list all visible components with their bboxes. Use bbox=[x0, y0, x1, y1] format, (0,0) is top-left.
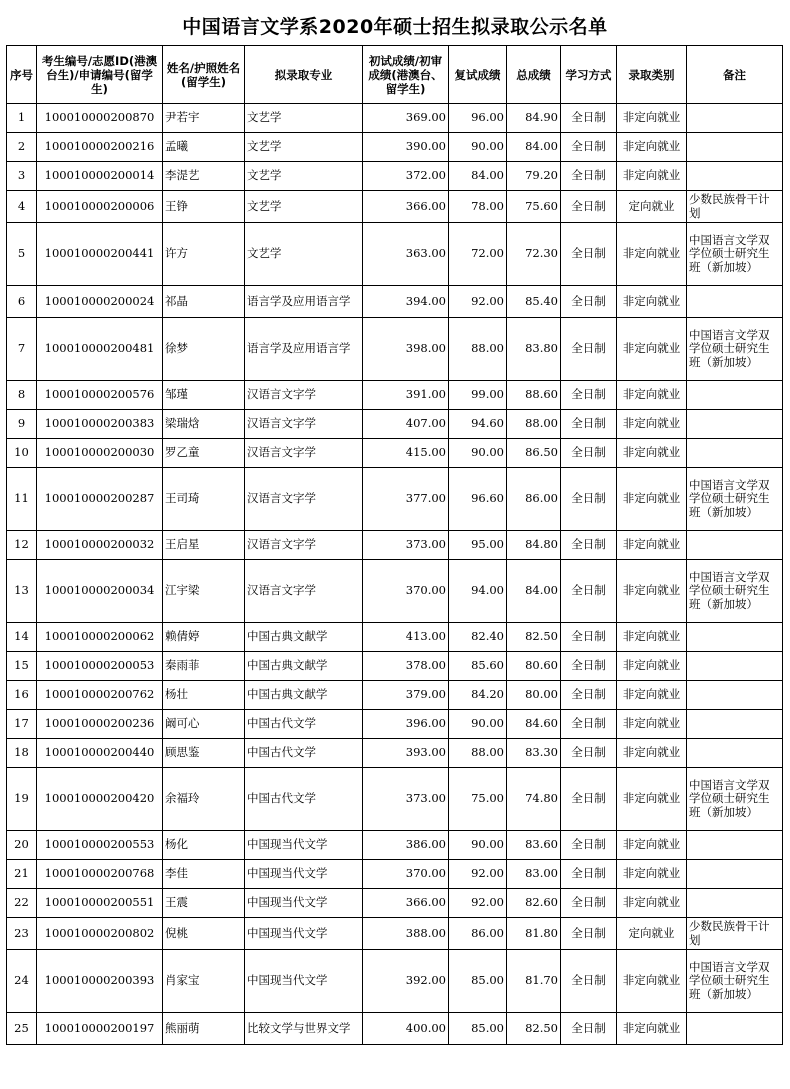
total-score: 85.40 bbox=[507, 286, 561, 318]
row-number: 24 bbox=[7, 950, 37, 1013]
study-mode: 全日制 bbox=[561, 410, 617, 439]
admission-category: 非定向就业 bbox=[617, 104, 687, 133]
candidate-id: 100010000200034 bbox=[37, 560, 163, 623]
row-number: 23 bbox=[7, 918, 37, 950]
admission-category: 非定向就业 bbox=[617, 223, 687, 286]
table-row bbox=[7, 623, 783, 652]
admission-category: 定向就业 bbox=[617, 191, 687, 223]
study-mode: 全日制 bbox=[561, 681, 617, 710]
total-score: 75.60 bbox=[507, 191, 561, 223]
candidate-name: 祁晶 bbox=[163, 286, 245, 318]
prelim-score: 398.00 bbox=[363, 318, 449, 381]
admission-category: 非定向就业 bbox=[617, 410, 687, 439]
table-row bbox=[7, 162, 783, 191]
study-mode: 全日制 bbox=[561, 286, 617, 318]
prelim-score: 370.00 bbox=[363, 860, 449, 889]
candidate-id: 100010000200481 bbox=[37, 318, 163, 381]
candidate-name: 余福玲 bbox=[163, 768, 245, 831]
row-number: 9 bbox=[7, 410, 37, 439]
admission-category: 定向就业 bbox=[617, 918, 687, 950]
study-mode: 全日制 bbox=[561, 531, 617, 560]
prelim-score: 366.00 bbox=[363, 889, 449, 918]
remark bbox=[687, 162, 783, 191]
candidate-name: 孟曦 bbox=[163, 133, 245, 162]
remark bbox=[687, 531, 783, 560]
row-number: 11 bbox=[7, 468, 37, 531]
header-candidate-id: 考生编号/志愿ID(港澳台生)/申请编号(留学生) bbox=[37, 46, 163, 104]
admitted-major: 中国现当代文学 bbox=[245, 831, 363, 860]
total-score: 84.00 bbox=[507, 560, 561, 623]
candidate-name: 王启星 bbox=[163, 531, 245, 560]
table-row bbox=[7, 739, 783, 768]
retest-score: 90.00 bbox=[449, 133, 507, 162]
remark: 中国语言文学双学位硕士研究生班（新加坡） bbox=[687, 768, 783, 831]
prelim-score: 386.00 bbox=[363, 831, 449, 860]
candidate-name: 熊丽萌 bbox=[163, 1013, 245, 1045]
admitted-major: 文艺学 bbox=[245, 191, 363, 223]
row-number: 10 bbox=[7, 439, 37, 468]
table-row bbox=[7, 439, 783, 468]
study-mode: 全日制 bbox=[561, 1013, 617, 1045]
table-row bbox=[7, 410, 783, 439]
retest-score: 84.00 bbox=[449, 162, 507, 191]
candidate-name: 杨壮 bbox=[163, 681, 245, 710]
table-row bbox=[7, 1013, 783, 1045]
remark bbox=[687, 410, 783, 439]
header-category: 录取类别 bbox=[617, 46, 687, 104]
candidate-id: 100010000200762 bbox=[37, 681, 163, 710]
total-score: 83.00 bbox=[507, 860, 561, 889]
remark bbox=[687, 739, 783, 768]
row-number: 8 bbox=[7, 381, 37, 410]
study-mode: 全日制 bbox=[561, 768, 617, 831]
candidate-id: 100010000200420 bbox=[37, 768, 163, 831]
admitted-major: 中国古代文学 bbox=[245, 768, 363, 831]
retest-score: 72.00 bbox=[449, 223, 507, 286]
total-score: 82.50 bbox=[507, 1013, 561, 1045]
remark bbox=[687, 381, 783, 410]
candidate-id: 100010000200440 bbox=[37, 739, 163, 768]
retest-score: 78.00 bbox=[449, 191, 507, 223]
prelim-score: 379.00 bbox=[363, 681, 449, 710]
row-number: 18 bbox=[7, 739, 37, 768]
total-score: 84.80 bbox=[507, 531, 561, 560]
row-number: 3 bbox=[7, 162, 37, 191]
admission-category: 非定向就业 bbox=[617, 1013, 687, 1045]
table-row bbox=[7, 681, 783, 710]
candidate-id: 100010000200030 bbox=[37, 439, 163, 468]
row-number: 12 bbox=[7, 531, 37, 560]
retest-score: 96.00 bbox=[449, 104, 507, 133]
prelim-score: 366.00 bbox=[363, 191, 449, 223]
candidate-id: 100010000200393 bbox=[37, 950, 163, 1013]
prelim-score: 390.00 bbox=[363, 133, 449, 162]
retest-score: 92.00 bbox=[449, 860, 507, 889]
candidate-name: 阚可心 bbox=[163, 710, 245, 739]
remark bbox=[687, 831, 783, 860]
header-retest-score: 复试成绩 bbox=[449, 46, 507, 104]
study-mode: 全日制 bbox=[561, 468, 617, 531]
remark: 中国语言文学双学位硕士研究生班（新加坡） bbox=[687, 950, 783, 1013]
header-no: 序号 bbox=[7, 46, 37, 104]
admission-category: 非定向就业 bbox=[617, 739, 687, 768]
admitted-major: 文艺学 bbox=[245, 162, 363, 191]
admission-category: 非定向就业 bbox=[617, 623, 687, 652]
study-mode: 全日制 bbox=[561, 623, 617, 652]
admitted-major: 语言学及应用语言学 bbox=[245, 286, 363, 318]
row-number: 4 bbox=[7, 191, 37, 223]
admitted-major: 中国现当代文学 bbox=[245, 918, 363, 950]
admitted-major: 汉语言文字学 bbox=[245, 560, 363, 623]
row-number: 6 bbox=[7, 286, 37, 318]
candidate-id: 100010000200197 bbox=[37, 1013, 163, 1045]
candidate-id: 100010000200802 bbox=[37, 918, 163, 950]
study-mode: 全日制 bbox=[561, 831, 617, 860]
admission-category: 非定向就业 bbox=[617, 681, 687, 710]
row-number: 19 bbox=[7, 768, 37, 831]
header-total-score: 总成绩 bbox=[507, 46, 561, 104]
study-mode: 全日制 bbox=[561, 739, 617, 768]
prelim-score: 391.00 bbox=[363, 381, 449, 410]
candidate-id: 100010000200383 bbox=[37, 410, 163, 439]
total-score: 83.30 bbox=[507, 739, 561, 768]
total-score: 84.60 bbox=[507, 710, 561, 739]
remark: 中国语言文学双学位硕士研究生班（新加坡） bbox=[687, 318, 783, 381]
prelim-score: 392.00 bbox=[363, 950, 449, 1013]
retest-score: 85.60 bbox=[449, 652, 507, 681]
admission-table bbox=[6, 45, 783, 1045]
prelim-score: 370.00 bbox=[363, 560, 449, 623]
prelim-score: 394.00 bbox=[363, 286, 449, 318]
candidate-name: 秦雨菲 bbox=[163, 652, 245, 681]
row-number: 16 bbox=[7, 681, 37, 710]
admitted-major: 中国古代文学 bbox=[245, 710, 363, 739]
prelim-score: 373.00 bbox=[363, 768, 449, 831]
prelim-score: 369.00 bbox=[363, 104, 449, 133]
table-row bbox=[7, 710, 783, 739]
prelim-score: 388.00 bbox=[363, 918, 449, 950]
admitted-major: 汉语言文字学 bbox=[245, 531, 363, 560]
candidate-id: 100010000200576 bbox=[37, 381, 163, 410]
retest-score: 95.00 bbox=[449, 531, 507, 560]
total-score: 80.60 bbox=[507, 652, 561, 681]
prelim-score: 400.00 bbox=[363, 1013, 449, 1045]
row-number: 14 bbox=[7, 623, 37, 652]
table-row bbox=[7, 652, 783, 681]
candidate-name: 徐梦 bbox=[163, 318, 245, 381]
total-score: 88.00 bbox=[507, 410, 561, 439]
retest-score: 85.00 bbox=[449, 950, 507, 1013]
study-mode: 全日制 bbox=[561, 560, 617, 623]
retest-score: 86.00 bbox=[449, 918, 507, 950]
retest-score: 90.00 bbox=[449, 831, 507, 860]
admission-category: 非定向就业 bbox=[617, 439, 687, 468]
admission-category: 非定向就业 bbox=[617, 318, 687, 381]
header-major: 拟录取专业 bbox=[245, 46, 363, 104]
candidate-id: 100010000200870 bbox=[37, 104, 163, 133]
retest-score: 88.00 bbox=[449, 318, 507, 381]
row-number: 21 bbox=[7, 860, 37, 889]
candidate-name: 梁瑞焓 bbox=[163, 410, 245, 439]
admission-category: 非定向就业 bbox=[617, 860, 687, 889]
study-mode: 全日制 bbox=[561, 223, 617, 286]
total-score: 84.90 bbox=[507, 104, 561, 133]
total-score: 83.80 bbox=[507, 318, 561, 381]
admitted-major: 汉语言文字学 bbox=[245, 410, 363, 439]
study-mode: 全日制 bbox=[561, 710, 617, 739]
remark bbox=[687, 104, 783, 133]
prelim-score: 363.00 bbox=[363, 223, 449, 286]
total-score: 86.50 bbox=[507, 439, 561, 468]
admission-category: 非定向就业 bbox=[617, 531, 687, 560]
candidate-name: 李湜艺 bbox=[163, 162, 245, 191]
total-score: 86.00 bbox=[507, 468, 561, 531]
admission-category: 非定向就业 bbox=[617, 468, 687, 531]
row-number: 13 bbox=[7, 560, 37, 623]
table-row bbox=[7, 286, 783, 318]
prelim-score: 377.00 bbox=[363, 468, 449, 531]
prelim-score: 393.00 bbox=[363, 739, 449, 768]
header-prelim-score: 初试成绩/初审成绩(港澳台、留学生) bbox=[363, 46, 449, 104]
remark bbox=[687, 439, 783, 468]
candidate-id: 100010000200551 bbox=[37, 889, 163, 918]
total-score: 80.00 bbox=[507, 681, 561, 710]
retest-score: 96.60 bbox=[449, 468, 507, 531]
remark bbox=[687, 860, 783, 889]
remark bbox=[687, 681, 783, 710]
prelim-score: 372.00 bbox=[363, 162, 449, 191]
table-header-row bbox=[7, 46, 783, 104]
candidate-name: 赖倩婷 bbox=[163, 623, 245, 652]
admission-category: 非定向就业 bbox=[617, 889, 687, 918]
admitted-major: 中国现当代文学 bbox=[245, 950, 363, 1013]
remark: 中国语言文学双学位硕士研究生班（新加坡） bbox=[687, 560, 783, 623]
admitted-major: 汉语言文字学 bbox=[245, 381, 363, 410]
row-number: 25 bbox=[7, 1013, 37, 1045]
table-row bbox=[7, 918, 783, 950]
admitted-major: 中国古代文学 bbox=[245, 739, 363, 768]
remark bbox=[687, 1013, 783, 1045]
candidate-id: 100010000200024 bbox=[37, 286, 163, 318]
candidate-id: 100010000200006 bbox=[37, 191, 163, 223]
table-row bbox=[7, 889, 783, 918]
candidate-name: 许方 bbox=[163, 223, 245, 286]
retest-score: 90.00 bbox=[449, 710, 507, 739]
remark: 中国语言文学双学位硕士研究生班（新加坡） bbox=[687, 468, 783, 531]
study-mode: 全日制 bbox=[561, 652, 617, 681]
total-score: 74.80 bbox=[507, 768, 561, 831]
prelim-score: 415.00 bbox=[363, 439, 449, 468]
admission-category: 非定向就业 bbox=[617, 133, 687, 162]
table-row bbox=[7, 831, 783, 860]
candidate-id: 100010000200287 bbox=[37, 468, 163, 531]
total-score: 72.30 bbox=[507, 223, 561, 286]
table-body bbox=[7, 104, 783, 1045]
admission-category: 非定向就业 bbox=[617, 162, 687, 191]
header-name: 姓名/护照姓名(留学生) bbox=[163, 46, 245, 104]
study-mode: 全日制 bbox=[561, 318, 617, 381]
admitted-major: 文艺学 bbox=[245, 104, 363, 133]
table-row bbox=[7, 318, 783, 381]
remark: 少数民族骨干计划 bbox=[687, 191, 783, 223]
remark: 少数民族骨干计划 bbox=[687, 918, 783, 950]
retest-score: 85.00 bbox=[449, 1013, 507, 1045]
retest-score: 88.00 bbox=[449, 739, 507, 768]
admission-category: 非定向就业 bbox=[617, 768, 687, 831]
table-row bbox=[7, 531, 783, 560]
total-score: 81.70 bbox=[507, 950, 561, 1013]
candidate-id: 100010000200236 bbox=[37, 710, 163, 739]
table-row bbox=[7, 950, 783, 1013]
study-mode: 全日制 bbox=[561, 104, 617, 133]
remark bbox=[687, 889, 783, 918]
candidate-id: 100010000200768 bbox=[37, 860, 163, 889]
remark bbox=[687, 652, 783, 681]
study-mode: 全日制 bbox=[561, 950, 617, 1013]
admission-category: 非定向就业 bbox=[617, 652, 687, 681]
row-number: 7 bbox=[7, 318, 37, 381]
total-score: 79.20 bbox=[507, 162, 561, 191]
study-mode: 全日制 bbox=[561, 889, 617, 918]
row-number: 2 bbox=[7, 133, 37, 162]
candidate-name: 尹若宇 bbox=[163, 104, 245, 133]
candidate-name: 江宇梁 bbox=[163, 560, 245, 623]
study-mode: 全日制 bbox=[561, 191, 617, 223]
candidate-name: 倪桃 bbox=[163, 918, 245, 950]
candidate-id: 100010000200216 bbox=[37, 133, 163, 162]
row-number: 20 bbox=[7, 831, 37, 860]
study-mode: 全日制 bbox=[561, 162, 617, 191]
candidate-id: 100010000200032 bbox=[37, 531, 163, 560]
total-score: 81.80 bbox=[507, 918, 561, 950]
table-row bbox=[7, 860, 783, 889]
candidate-name: 王司琦 bbox=[163, 468, 245, 531]
retest-score: 92.00 bbox=[449, 286, 507, 318]
retest-score: 75.00 bbox=[449, 768, 507, 831]
row-number: 1 bbox=[7, 104, 37, 133]
retest-score: 94.60 bbox=[449, 410, 507, 439]
candidate-name: 顾思鉴 bbox=[163, 739, 245, 768]
candidate-name: 王震 bbox=[163, 889, 245, 918]
header-study-mode: 学习方式 bbox=[561, 46, 617, 104]
admitted-major: 中国古典文献学 bbox=[245, 652, 363, 681]
retest-score: 99.00 bbox=[449, 381, 507, 410]
table-row bbox=[7, 381, 783, 410]
retest-score: 84.20 bbox=[449, 681, 507, 710]
remark bbox=[687, 623, 783, 652]
admission-category: 非定向就业 bbox=[617, 381, 687, 410]
admitted-major: 文艺学 bbox=[245, 133, 363, 162]
total-score: 83.60 bbox=[507, 831, 561, 860]
candidate-name: 王铮 bbox=[163, 191, 245, 223]
admission-category: 非定向就业 bbox=[617, 950, 687, 1013]
prelim-score: 413.00 bbox=[363, 623, 449, 652]
admission-category: 非定向就业 bbox=[617, 710, 687, 739]
remark: 中国语言文学双学位硕士研究生班（新加坡） bbox=[687, 223, 783, 286]
header-note: 备注 bbox=[687, 46, 783, 104]
row-number: 22 bbox=[7, 889, 37, 918]
admitted-major: 中国现当代文学 bbox=[245, 889, 363, 918]
table-row bbox=[7, 104, 783, 133]
candidate-name: 罗乙童 bbox=[163, 439, 245, 468]
admitted-major: 比较文学与世界文学 bbox=[245, 1013, 363, 1045]
candidate-id: 100010000200062 bbox=[37, 623, 163, 652]
admission-category: 非定向就业 bbox=[617, 831, 687, 860]
prelim-score: 396.00 bbox=[363, 710, 449, 739]
admitted-major: 汉语言文字学 bbox=[245, 468, 363, 531]
remark bbox=[687, 286, 783, 318]
table-row bbox=[7, 133, 783, 162]
study-mode: 全日制 bbox=[561, 860, 617, 889]
table-row bbox=[7, 768, 783, 831]
row-number: 15 bbox=[7, 652, 37, 681]
admission-category: 非定向就业 bbox=[617, 560, 687, 623]
admission-category: 非定向就业 bbox=[617, 286, 687, 318]
prelim-score: 407.00 bbox=[363, 410, 449, 439]
retest-score: 82.40 bbox=[449, 623, 507, 652]
candidate-name: 肖家宝 bbox=[163, 950, 245, 1013]
candidate-id: 100010000200441 bbox=[37, 223, 163, 286]
remark bbox=[687, 710, 783, 739]
remark bbox=[687, 133, 783, 162]
page-title: 中国语言文学系2020年硕士招生拟录取公示名单 bbox=[182, 16, 608, 38]
candidate-id: 100010000200053 bbox=[37, 652, 163, 681]
candidate-name: 李佳 bbox=[163, 860, 245, 889]
table-row bbox=[7, 223, 783, 286]
prelim-score: 373.00 bbox=[363, 531, 449, 560]
total-score: 82.50 bbox=[507, 623, 561, 652]
retest-score: 92.00 bbox=[449, 889, 507, 918]
table-row bbox=[7, 468, 783, 531]
study-mode: 全日制 bbox=[561, 133, 617, 162]
admitted-major: 中国古典文献学 bbox=[245, 623, 363, 652]
total-score: 88.60 bbox=[507, 381, 561, 410]
candidate-name: 邹瑾 bbox=[163, 381, 245, 410]
candidate-id: 100010000200553 bbox=[37, 831, 163, 860]
prelim-score: 378.00 bbox=[363, 652, 449, 681]
total-score: 82.60 bbox=[507, 889, 561, 918]
admitted-major: 语言学及应用语言学 bbox=[245, 318, 363, 381]
candidate-id: 100010000200014 bbox=[37, 162, 163, 191]
total-score: 84.00 bbox=[507, 133, 561, 162]
admitted-major: 中国现当代文学 bbox=[245, 860, 363, 889]
table-row bbox=[7, 191, 783, 223]
study-mode: 全日制 bbox=[561, 381, 617, 410]
table-row bbox=[7, 560, 783, 623]
study-mode: 全日制 bbox=[561, 918, 617, 950]
study-mode: 全日制 bbox=[561, 439, 617, 468]
admitted-major: 汉语言文字学 bbox=[245, 439, 363, 468]
retest-score: 90.00 bbox=[449, 439, 507, 468]
admitted-major: 文艺学 bbox=[245, 223, 363, 286]
candidate-name: 杨化 bbox=[163, 831, 245, 860]
admitted-major: 中国古典文献学 bbox=[245, 681, 363, 710]
row-number: 17 bbox=[7, 710, 37, 739]
row-number: 5 bbox=[7, 223, 37, 286]
retest-score: 94.00 bbox=[449, 560, 507, 623]
